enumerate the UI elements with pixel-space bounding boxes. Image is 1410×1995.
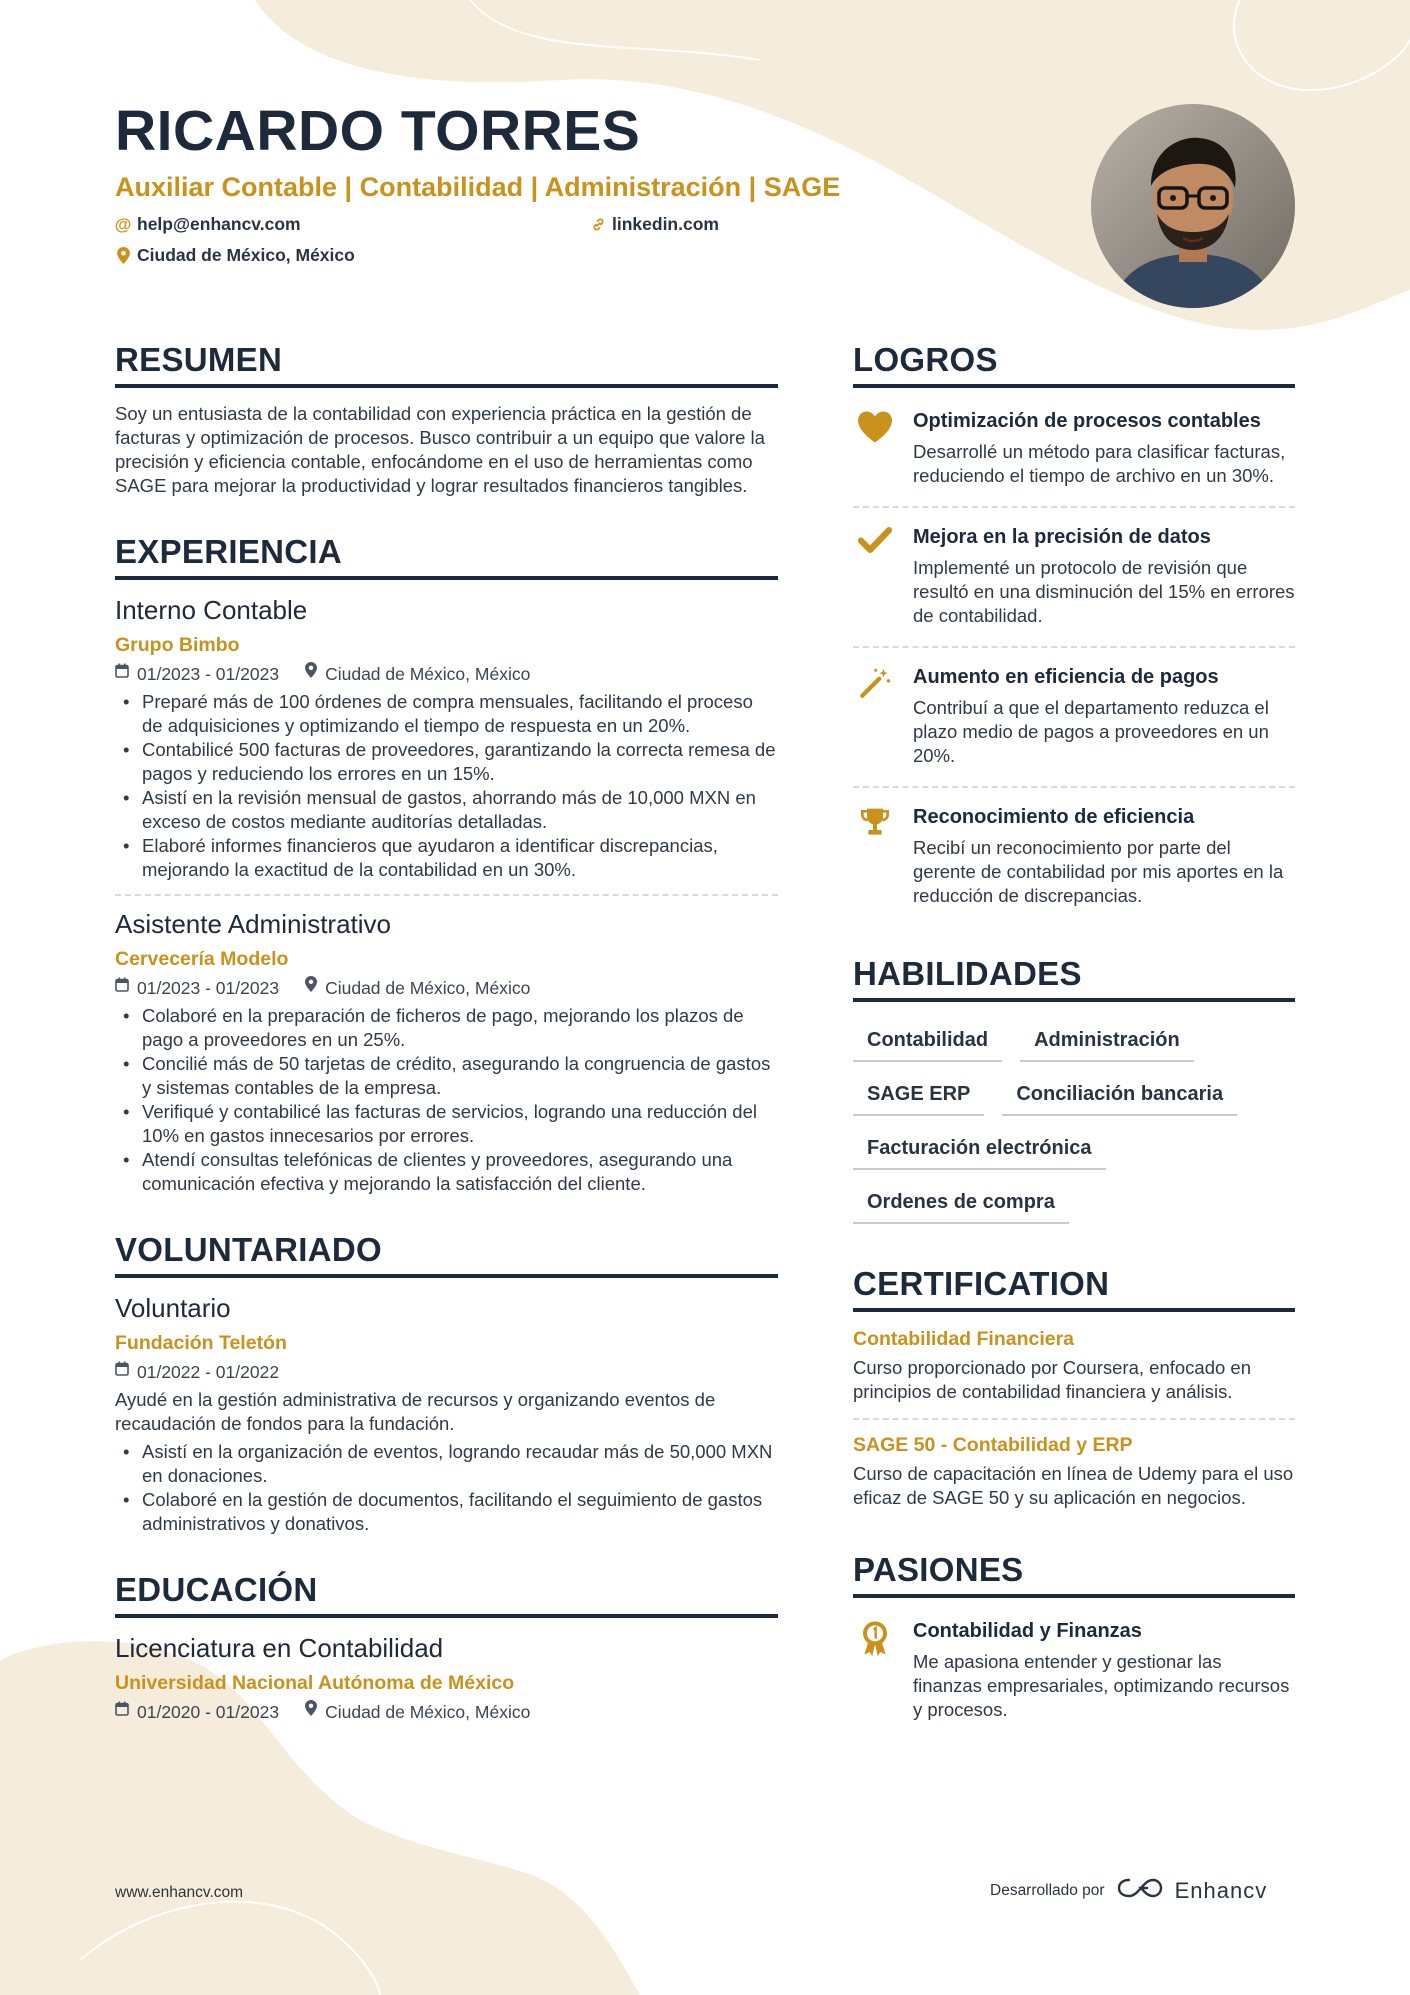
habilidades-heading: HABILIDADES xyxy=(853,954,1295,1002)
job-location xyxy=(305,976,530,1000)
location-contact xyxy=(115,245,590,266)
certification-entry xyxy=(853,1432,1295,1510)
experiencia-heading: EXPERIENCIA xyxy=(115,532,778,580)
bullet-item: • Atendí consultas telefónicas de clientes y proveedores, asegurando una comunicación efectiva y mejorando la satisfacción del cliente. xyxy=(115,1148,778,1196)
location-pin-icon xyxy=(115,247,131,264)
calendar-icon xyxy=(115,1700,129,1724)
footer-branding xyxy=(990,1876,1267,1905)
job-dates-text: 01/2023 - 01/2023 xyxy=(137,978,280,998)
trophy-icon xyxy=(853,804,897,908)
job-company: Grupo Bimbo xyxy=(115,634,240,656)
skill-tag: Contabilidad xyxy=(853,1024,1002,1062)
bullet-item: • Asistí en la revisión mensual de gastos, ahorrando más de 10,000 MXN en exceso de costos mediante auditorías detalladas. xyxy=(115,786,778,834)
pasiones-heading: PASIONES xyxy=(853,1550,1295,1598)
medal-icon xyxy=(853,1618,897,1722)
achievement-title: Aumento en eficiencia de pagos xyxy=(913,666,1219,688)
bullet-item: • Asistí en la organización de eventos, logrando recaudar más de 50,000 MXN en donaciones. xyxy=(115,1440,778,1488)
linkedin-contact[interactable] xyxy=(590,214,890,235)
experience-entry xyxy=(115,594,778,882)
skills-list xyxy=(853,1016,1295,1224)
school-name: Universidad Nacional Autónoma de México xyxy=(115,1672,515,1694)
achievement-desc: Recibí un reconocimiento por parte del gerente de contabilidad por mis aportes en la reducción de discrepancias. xyxy=(913,837,1284,906)
certification-heading: CERTIFICATION xyxy=(853,1264,1295,1312)
passion-title: Contabilidad y Finanzas xyxy=(913,1620,1142,1642)
divider xyxy=(853,786,1295,788)
achievement-desc: Desarrollé un método para clasificar facturas, reduciendo el tiempo de archivo en un 30%. xyxy=(913,441,1286,486)
certification-section xyxy=(853,1264,1295,1510)
volunteer-dates xyxy=(115,1360,279,1384)
job-company: Cervecería Modelo xyxy=(115,948,289,970)
education-location-text: Ciudad de México, México xyxy=(325,1702,531,1722)
education-dates-text: 01/2020 - 01/2023 xyxy=(137,1702,280,1722)
bullet-item: • Contabilicé 500 facturas de proveedores, garantizando la correcta remesa de pagos y reduciendo los errores en un 15%. xyxy=(115,738,778,786)
link-icon xyxy=(590,217,606,232)
passion-desc: Me apasiona entender y gestionar las finanzas empresariales, optimizando recursos y procesos. xyxy=(913,1651,1290,1720)
job-location-text: Ciudad de México, México xyxy=(325,664,531,684)
volunteer-bullets xyxy=(115,1440,778,1536)
job-bullets xyxy=(115,690,778,882)
experience-entry xyxy=(115,908,778,1196)
calendar-icon xyxy=(115,1360,129,1384)
candidate-name: RICARDO TORRES xyxy=(115,99,641,163)
job-meta xyxy=(115,662,778,686)
certification-title: SAGE 50 - Contabilidad y ERP xyxy=(853,1434,1133,1456)
divider xyxy=(853,1418,1295,1420)
heart-icon xyxy=(853,408,897,488)
achievement-title: Reconocimiento de eficiencia xyxy=(913,806,1195,828)
enhancv-logo-icon xyxy=(1117,1876,1163,1905)
job-location-text: Ciudad de México, México xyxy=(325,978,531,998)
right-column xyxy=(853,340,1295,1768)
skill-tag: Administración xyxy=(1020,1024,1194,1062)
powered-by-text: Desarrollado por xyxy=(990,1881,1105,1899)
job-bullets xyxy=(115,1004,778,1196)
bullet-item: • Preparé más de 100 órdenes de compra mensuales, facilitando el proceso de adquisiciones y optimizando el tiempo de respuesta en un 20%. xyxy=(115,690,778,738)
certification-title: Contabilidad Financiera xyxy=(853,1328,1075,1350)
divider xyxy=(853,506,1295,508)
certification-entry xyxy=(853,1326,1295,1404)
location-pin-icon xyxy=(305,1700,317,1724)
achievement-item xyxy=(853,658,1295,784)
volunteer-dates-text: 01/2022 - 01/2022 xyxy=(137,1362,280,1382)
profile-photo xyxy=(1091,104,1295,308)
divider xyxy=(853,646,1295,648)
bullet-item: • Elaboré informes financieros que ayudaron a identificar discrepancias, mejorando la exactitud de la contabilidad en un 30%. xyxy=(115,834,778,882)
passion-item xyxy=(853,1612,1295,1738)
achievement-title: Mejora en la precisión de datos xyxy=(913,526,1211,548)
achievement-desc: Contribuí a que el departamento reduzca el plazo medio de pagos a proveedores en un 20%. xyxy=(913,697,1269,766)
resume-header xyxy=(115,98,1065,266)
pasiones-section xyxy=(853,1550,1295,1738)
divider xyxy=(115,894,778,896)
job-dates xyxy=(115,662,279,686)
education-dates xyxy=(115,1700,279,1724)
magic-wand-icon xyxy=(853,664,897,768)
linkedin-text: linkedin.com xyxy=(612,214,719,234)
educacion-heading: EDUCACIÓN xyxy=(115,1570,778,1618)
brand-name: Enhancv xyxy=(1174,1877,1268,1903)
experiencia-section xyxy=(115,532,778,1196)
location-pin-icon xyxy=(305,662,317,686)
bullet-item: • Concilié más de 50 tarjetas de crédito, asegurando la congruencia de gastos y sistemas contables de la empresa. xyxy=(115,1052,778,1100)
skill-tag: Facturación electrónica xyxy=(853,1132,1106,1170)
achievement-item xyxy=(853,518,1295,644)
job-meta xyxy=(115,976,778,1000)
bullet-item: • Verifiqué y contabilicé las facturas de servicios, logrando una reducción del 10% en gastos innecesarios por errores. xyxy=(115,1100,778,1148)
job-role: Interno Contable xyxy=(115,595,308,625)
certification-desc: Curso proporcionado por Coursera, enfocado en principios de contabilidad financiera y análisis. xyxy=(853,1357,1251,1402)
logros-section xyxy=(853,340,1295,924)
volunteer-meta xyxy=(115,1360,778,1384)
candidate-title: Auxiliar Contable | Contabilidad | Administración | SAGE xyxy=(115,172,841,202)
job-dates xyxy=(115,976,279,1000)
certification-desc: Curso de capacitación en línea de Udemy para el uso eficaz de SAGE 50 y su aplicación en negocios. xyxy=(853,1463,1294,1508)
achievement-desc: Implementé un protocolo de revisión que resultó en una disminución del 15% en errores de contabilidad. xyxy=(913,557,1295,626)
achievement-title: Optimización de procesos contables xyxy=(913,410,1261,432)
voluntariado-heading: VOLUNTARIADO xyxy=(115,1230,778,1278)
educacion-section xyxy=(115,1570,778,1724)
at-icon: @ xyxy=(114,214,132,234)
voluntariado-section xyxy=(115,1230,778,1536)
job-location xyxy=(305,662,530,686)
email-text: help@enhancv.com xyxy=(137,214,301,234)
achievement-item xyxy=(853,798,1295,924)
skill-tag: Ordenes de compra xyxy=(853,1186,1069,1224)
checkmark-icon xyxy=(853,524,897,628)
location-text: Ciudad de México, México xyxy=(137,245,355,265)
achievement-item xyxy=(853,402,1295,504)
bullet-item: • Colaboré en la preparación de ficheros de pago, mejorando los plazos de pago a proveedores en un 25%. xyxy=(115,1004,778,1052)
footer-website[interactable]: www.enhancv.com xyxy=(115,1884,244,1901)
skill-tag: SAGE ERP xyxy=(853,1078,984,1116)
degree-name: Licenciatura en Contabilidad xyxy=(115,1633,444,1663)
contact-info xyxy=(115,214,1065,266)
volunteer-summary: Ayudé en la gestión administrativa de recursos y organizando eventos de recaudación de fondos para la fundación. xyxy=(115,1389,716,1434)
logros-heading: LOGROS xyxy=(853,340,1295,388)
volunteer-organization: Fundación Teletón xyxy=(115,1332,287,1354)
habilidades-section xyxy=(853,954,1295,1224)
calendar-icon xyxy=(115,976,129,1000)
resumen-section xyxy=(115,340,778,498)
education-meta xyxy=(115,1700,778,1724)
bullet-item: • Colaboré en la gestión de documentos, facilitando el seguimiento de gastos administrativos y donativos. xyxy=(115,1488,778,1536)
job-dates-text: 01/2023 - 01/2023 xyxy=(137,664,280,684)
resumen-heading: RESUMEN xyxy=(115,340,778,388)
location-pin-icon xyxy=(305,976,317,1000)
skill-tag: Conciliación bancaria xyxy=(1002,1078,1237,1116)
education-location xyxy=(305,1700,530,1724)
volunteer-role: Voluntario xyxy=(115,1293,231,1323)
calendar-icon xyxy=(115,662,129,686)
job-role: Asistente Administrativo xyxy=(115,909,392,939)
email-contact[interactable] xyxy=(115,214,590,235)
left-column xyxy=(115,340,778,1754)
resumen-text: Soy un entusiasta de la contabilidad con experiencia práctica en la gestión de facturas y optimización de procesos. Busco contribuir a un equipo que valore la precisión y eficiencia contable, enfocándome en el uso de herramientas como SAGE para mejorar la productividad y lograr resultados financieros tangibles. xyxy=(115,403,765,496)
